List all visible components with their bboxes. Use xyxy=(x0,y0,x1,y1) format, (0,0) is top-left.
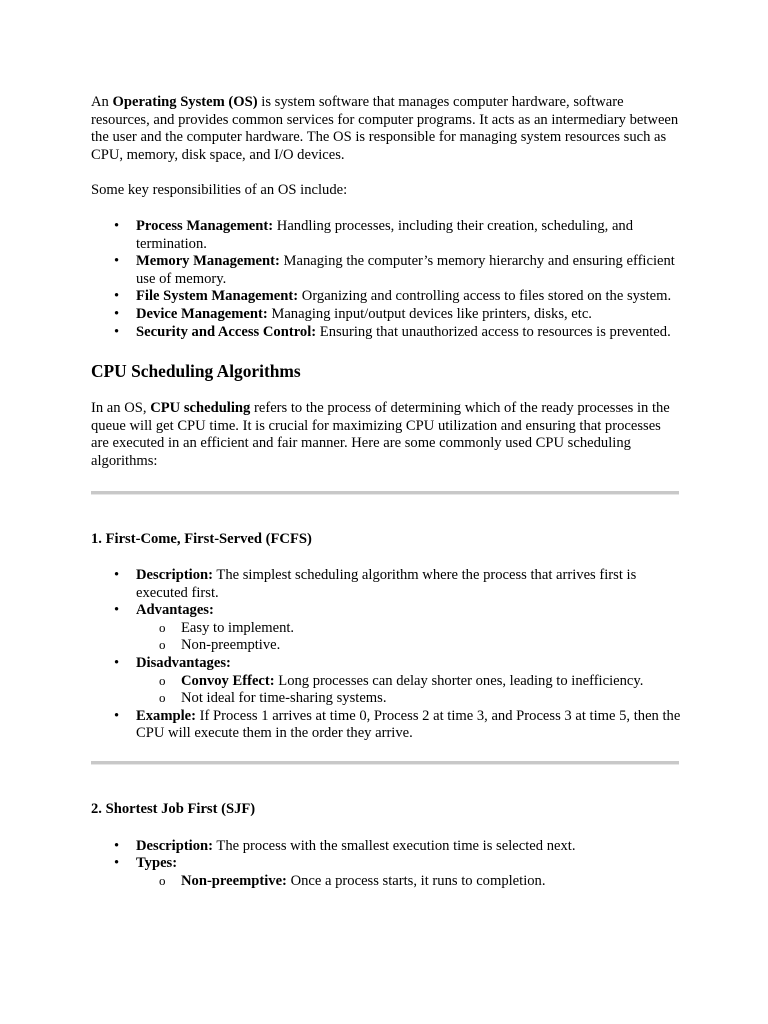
advantages-sublist xyxy=(136,620,681,655)
list-item-text: The process with the smallest execution time is selected next. xyxy=(213,837,576,854)
list-item xyxy=(136,306,681,324)
sublist-item xyxy=(181,873,681,891)
sublist-item: o Non-preemptive. xyxy=(181,637,681,655)
list-item xyxy=(136,602,681,655)
section-heading-cpu-scheduling: CPU Scheduling Algorithms xyxy=(91,361,301,382)
list-item-term: Advantages: xyxy=(136,602,214,619)
sublist-item: o Not ideal for time-sharing systems. xyxy=(181,690,681,708)
fcfs-list xyxy=(91,567,681,743)
list-item-text: Managing the computer’s memory hierarchy and ensuring efficient use of memory. xyxy=(136,253,675,287)
list-item-text: If Process 1 arrives at time 0, Process 2 at time 3, and Process 3 at time 5, then the CPU will execute them in the order they arrive. xyxy=(136,707,681,742)
types-sublist xyxy=(136,873,681,891)
list-item-term: File System Management: xyxy=(136,288,299,305)
paragraph-text: refers to the process of determining which of the ready processes in the queue will get CPU time. It is crucial for maximizing CPU utilization and ensuring that processes are executed in an efficient and fair manner. Here are some commonly used CPU scheduling algorithms: xyxy=(91,400,670,469)
list-item-text: Organizing and controlling access to files stored on the system. xyxy=(298,288,672,305)
intro-text: An xyxy=(91,94,113,110)
sjf-heading: 2. Shortest Job First (SJF) xyxy=(91,801,256,818)
horizontal-divider xyxy=(91,761,679,765)
list-item-text: The simplest scheduling algorithm where the process that arrives first is executed first. xyxy=(136,567,637,601)
fcfs-heading: 1. First-Come, First-Served (FCFS) xyxy=(91,530,312,547)
list-item xyxy=(136,253,681,288)
sublist-item-term: Non-preemptive: xyxy=(181,872,287,889)
list-item-term: Example: xyxy=(136,707,196,724)
list-item-term: Process Management: xyxy=(136,217,274,234)
list-item xyxy=(136,708,681,743)
list-item xyxy=(136,218,681,253)
sublist-item xyxy=(181,673,681,691)
horizontal-divider xyxy=(91,491,679,495)
list-item xyxy=(136,567,681,602)
sublist-item-text: Long processes can delay shorter ones, leading to inefficiency. xyxy=(274,672,644,689)
list-item-text: Ensuring that unauthorized access to resources is prevented. xyxy=(316,323,671,340)
list-item xyxy=(136,855,681,890)
list-item-term: Disadvantages: xyxy=(136,655,231,672)
sublist-item-text: Once a process starts, it runs to completion. xyxy=(286,872,546,889)
list-item xyxy=(136,288,681,306)
list-item-term: Description: xyxy=(136,837,214,854)
responsibilities-list xyxy=(91,218,681,341)
paragraph-term: CPU scheduling xyxy=(150,400,251,417)
intro-text: is system software that manages computer hardware, software resources, and provides common services for computer programs. It acts as an intermediary between the user and the computer hardware. The OS is responsible for managing system resources such as CPU, memory, disk space, and I/O devices. xyxy=(91,94,679,163)
list-item xyxy=(136,324,681,342)
sublist-item: o Easy to implement. xyxy=(181,620,681,638)
list-item-term: Types: xyxy=(136,855,178,872)
list-item xyxy=(136,838,681,856)
list-item-term: Description: xyxy=(136,567,214,584)
cpu-scheduling-paragraph xyxy=(91,400,681,470)
list-item-term: Memory Management: xyxy=(136,253,280,270)
intro-term: Operating System (OS) xyxy=(112,94,258,110)
list-item-term: Device Management: xyxy=(136,305,268,322)
list-item-text: Handling processes, including their creation, scheduling, and termination. xyxy=(136,217,634,252)
disadvantages-sublist xyxy=(136,673,681,708)
document-body xyxy=(91,94,681,890)
list-item xyxy=(136,655,681,708)
paragraph-text: In an OS, xyxy=(91,400,151,417)
sjf-list xyxy=(91,838,681,891)
list-item-term: Security and Access Control: xyxy=(136,323,317,340)
sublist-item-term: Convoy Effect: xyxy=(181,672,275,689)
intro-paragraph xyxy=(91,94,681,164)
responsibilities-lead: Some key responsibilities of an OS include: xyxy=(91,182,348,199)
list-item-text: Managing input/output devices like printers, disks, etc. xyxy=(267,305,592,322)
